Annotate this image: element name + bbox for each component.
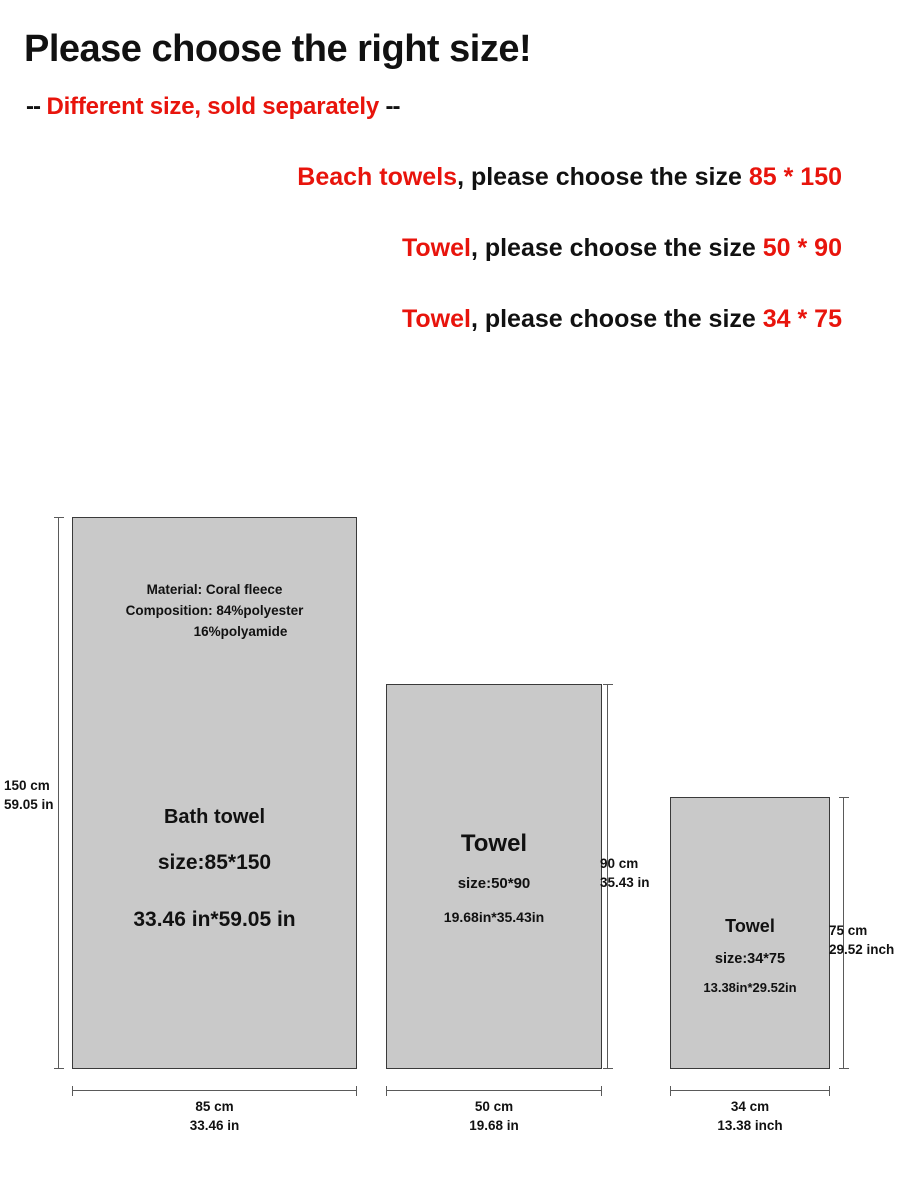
bath-towel-height-in: 59.05 in — [4, 796, 54, 812]
size-line-towel-34x75 — [0, 305, 900, 334]
product-name-beach-towels: Beach towels — [297, 163, 458, 191]
small-towel-width-in: 13.38 inch — [717, 1117, 783, 1133]
composition-line-2: 16%polyamide — [193, 623, 288, 639]
medium-towel-height-in: 35.43 in — [600, 874, 650, 890]
size-line-beach-towels — [0, 163, 900, 192]
material-line: Material: Coral fleece — [146, 582, 283, 597]
bath-towel-width-label — [72, 1098, 357, 1136]
bath-towel-name: Bath towel — [163, 806, 266, 828]
medium-towel-width-label — [386, 1098, 602, 1136]
bath-towel-width-in: 33.46 in — [189, 1117, 240, 1133]
small-towel-name: Towel — [725, 916, 775, 936]
small-towel-width-cm: 34 cm — [730, 1099, 770, 1114]
bath-towel-height-label — [4, 777, 54, 815]
towel-shape-small — [670, 797, 830, 1069]
towel-shape-bath-towel — [72, 517, 357, 1069]
small-towel-width-line — [670, 1090, 830, 1091]
medium-towel-size-in: 19.68in*35.43in — [443, 909, 545, 925]
material-info — [73, 580, 356, 643]
product-name-towel-1: Towel — [401, 234, 471, 262]
size-value-3: 34 * 75 — [762, 305, 842, 333]
subtitle-text: Different size, sold separately — [46, 93, 380, 120]
small-towel-height-in: 29.52 inch — [829, 941, 895, 957]
medium-towel-width-cm: 50 cm — [474, 1099, 514, 1114]
small-towel-height-cm: 75 cm — [829, 923, 868, 938]
subtitle — [26, 93, 900, 121]
size-line-text-1: , please choose the size — [457, 163, 749, 191]
bath-towel-size-in: 33.46 in*59.05 in — [133, 908, 296, 931]
small-towel-size-cm: size:34*75 — [714, 951, 786, 967]
medium-towel-height-cm: 90 cm — [600, 856, 639, 871]
size-line-text-2: , please choose the size — [470, 234, 763, 262]
small-towel-width-label — [660, 1098, 840, 1136]
medium-towel-name: Towel — [460, 830, 528, 857]
towel-shape-medium — [386, 684, 602, 1069]
heading-block — [0, 0, 900, 334]
bath-towel-height-line — [58, 517, 59, 1069]
dash-left: -- — [26, 93, 40, 120]
medium-towel-size-cm: size:50*90 — [457, 875, 531, 892]
composition-line: Composition: 84%polyester — [125, 602, 304, 618]
dash-right: -- — [385, 93, 400, 120]
medium-towel-height-label — [600, 855, 650, 893]
bath-towel-width-cm: 85 cm — [195, 1099, 234, 1114]
medium-towel-width-in: 19.68 in — [469, 1117, 519, 1133]
product-name-towel-2: Towel — [401, 305, 471, 333]
bath-towel-size-cm: size:85*150 — [157, 851, 272, 874]
size-diagram — [0, 480, 900, 1180]
size-line-towel-50x90 — [0, 234, 900, 263]
bath-towel-width-line — [72, 1090, 357, 1091]
medium-towel-width-line — [386, 1090, 602, 1091]
small-towel-height-label — [829, 922, 894, 960]
bath-towel-height-cm: 150 cm — [4, 778, 50, 793]
small-towel-size-in: 13.38in*29.52in — [703, 980, 797, 995]
size-line-text-3: , please choose the size — [470, 305, 763, 333]
page-title: Please choose the right size! — [24, 28, 532, 70]
size-value-2: 50 * 90 — [762, 234, 842, 262]
size-value-1: 85 * 150 — [748, 163, 842, 191]
